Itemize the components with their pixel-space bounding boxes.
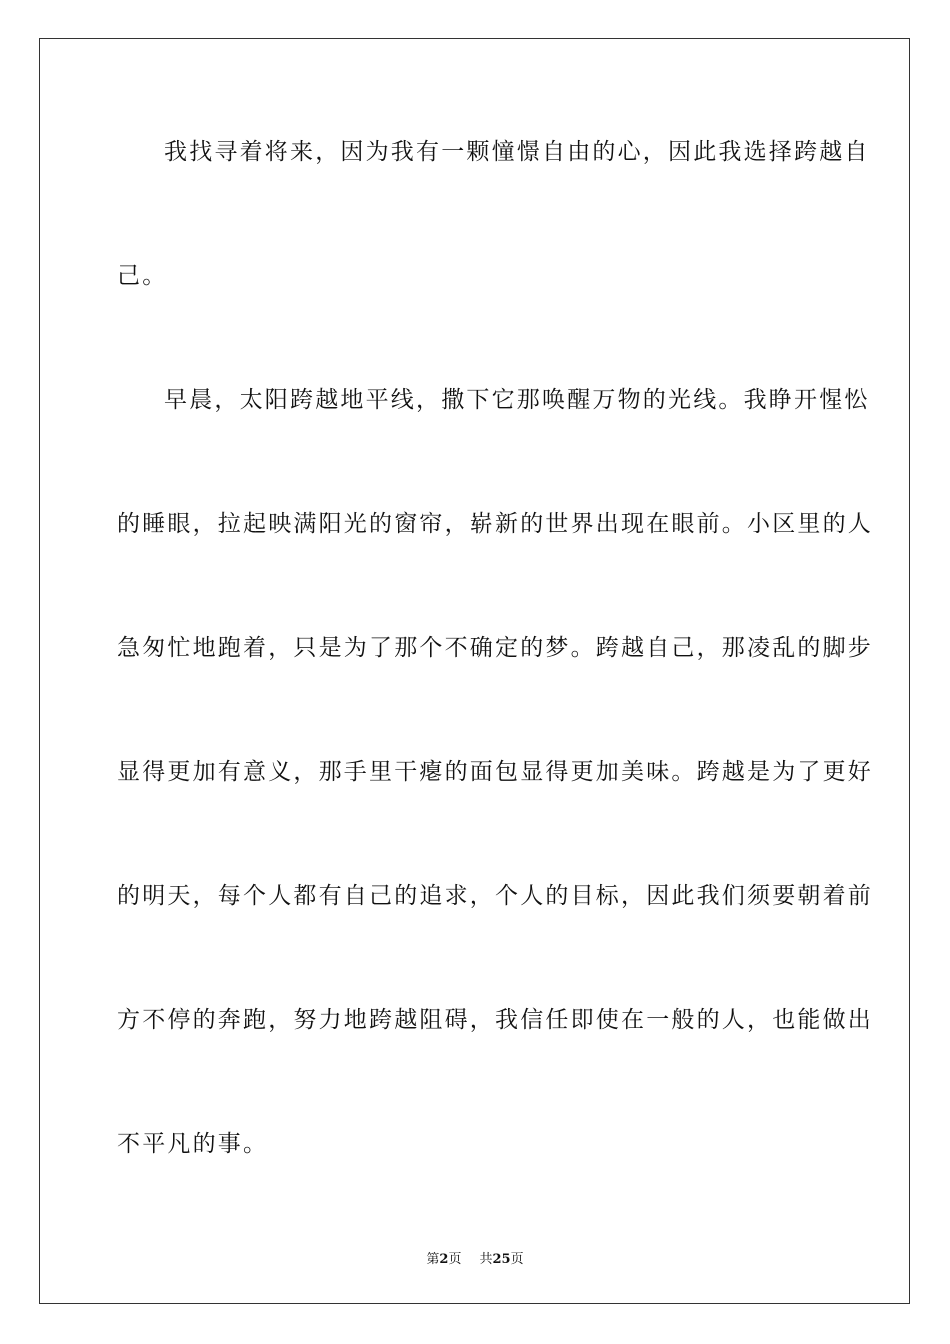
paragraph-2-line-3: 急匆忙地跑着，只是为了那个不确定的梦。跨越自己，那凌乱的脚步 bbox=[117, 635, 873, 661]
page-prefix: 第 bbox=[426, 1252, 440, 1267]
total-pages: 25 bbox=[492, 1252, 511, 1267]
paragraph-1-line-1: 我找寻着将来，因为我有一颗憧憬自由的心，因此我选择跨越自 bbox=[164, 139, 870, 165]
page-suffix: 页 bbox=[448, 1252, 462, 1267]
paragraph-2-line-7: 不平凡的事。 bbox=[117, 1131, 269, 1157]
total-prefix: 共 bbox=[479, 1252, 493, 1267]
page-footer bbox=[0, 1248, 950, 1267]
paragraph-1-line-2: 己。 bbox=[117, 263, 168, 289]
paragraph-2-line-1: 早晨，太阳跨越地平线，撒下它那唤醒万物的光线。我睁开惺忪 bbox=[164, 387, 870, 413]
page-border bbox=[39, 38, 910, 1304]
page-number: 2 bbox=[439, 1252, 449, 1267]
paragraph-2-line-2: 的睡眼，拉起映满阳光的窗帘，崭新的世界出现在眼前。小区里的人 bbox=[117, 511, 873, 537]
paragraph-2-line-4: 显得更加有意义，那手里干瘪的面包显得更加美味。跨越是为了更好 bbox=[117, 759, 873, 785]
total-suffix: 页 bbox=[510, 1252, 524, 1267]
paragraph-2-line-6: 方不停的奔跑，努力地跨越阻碍，我信任即使在一般的人，也能做出 bbox=[117, 1007, 873, 1033]
paragraph-2-line-5: 的明天，每个人都有自己的追求，个人的目标，因此我们须要朝着前 bbox=[117, 883, 873, 909]
